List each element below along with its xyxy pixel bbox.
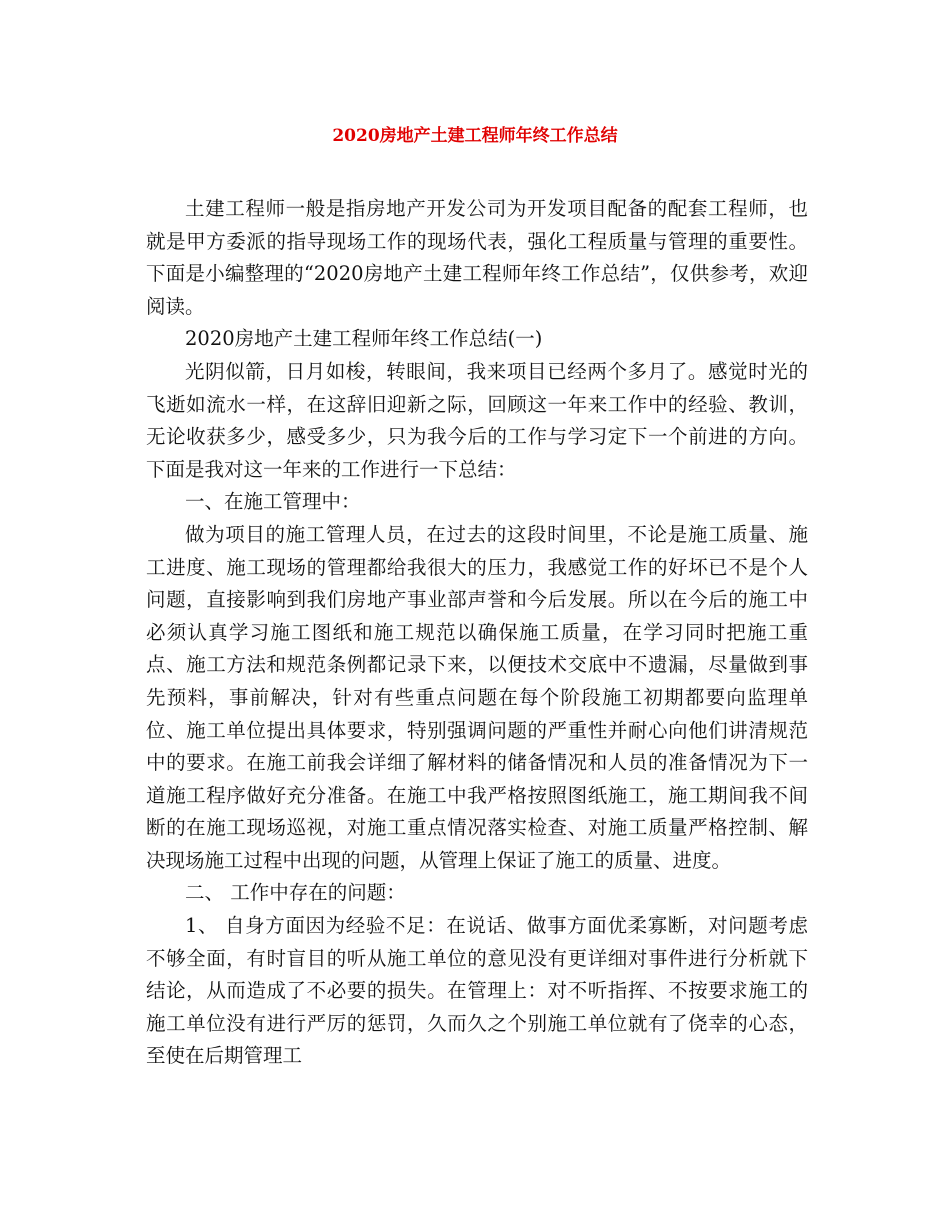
- section-heading-1: 2020房地产土建工程师年终工作总结(一): [185, 327, 543, 351]
- subheading-construction-management: 一、在施工管理中：: [185, 490, 361, 514]
- body-paragraph: 光阴似箭，日月如梭，转眼间，我来项目已经两个多月了。感觉时光的飞逝如流水一样，在这辞旧迎新之际，回顾这一年来工作中的经验、教训，无论收获多少，感受多少，只为我今后的工作与学习定下一个前进的方向。下面是我对这一年来的工作进行一下总结：: [146, 359, 808, 481]
- subheading-existing-problems: 二、 工作中存在的问题：: [185, 881, 406, 905]
- document-title: 2020房地产土建工程师年终工作总结: [332, 126, 618, 146]
- intro-paragraph: 土建工程师一般是指房地产开发公司为开发项目配备的配套工程师，也就是甲方委派的指导现场工作的现场代表，强化工程质量与管理的重要性。下面是小编整理的“2020房地产土建工程师年终工作总结”，仅供参考，欢迎阅读。: [146, 197, 808, 318]
- body-paragraph: 做为项目的施工管理人员，在过去的这段时间里，不论是施工质量、施工进度、施工现场的管理都给我很大的压力，我感觉工作的好坏已不是个人问题，直接影响到我们房地产事业部声誉和今后发展。所以在今后的施工中必须认真学习施工图纸和施工规范以确保施工质量，在学习同时把施工重点、施工方法和规范条例都记录下来，以便技术交底中不遗漏，尽量做到事先预料，事前解决，针对有些重点问题在每个阶段施工初期都要向监理单位、施工单位提出具体要求，特别强调问题的严重性并耐心向他们讲清规范中的要求。在施工前我会详细了解材料的储备情况和人员的准备情况为下一道施工程序做好充分准备。在施工中我严格按照图纸施工，施工期间我不间断的在施工现场巡视，对施工重点情况落实检查、对施工质量严格控制、解决现场施工过程中出现的问题，从管理上保证了施工的质量、进度。: [146, 522, 808, 872]
- body-paragraph: 1、 自身方面因为经验不足：在说话、做事方面优柔寡断，对问题考虑不够全面，有时盲目的听从施工单位的意见没有更详细对事件进行分析就下结论，从而造成了不必要的损失。在管理上：对不听指挥、不按要求施工的施工单位没有进行严厉的惩罚，久而久之个别施工单位就有了侥幸的心态，至使在后期管理工: [146, 914, 808, 1068]
- document-body: [146, 193, 808, 1073]
